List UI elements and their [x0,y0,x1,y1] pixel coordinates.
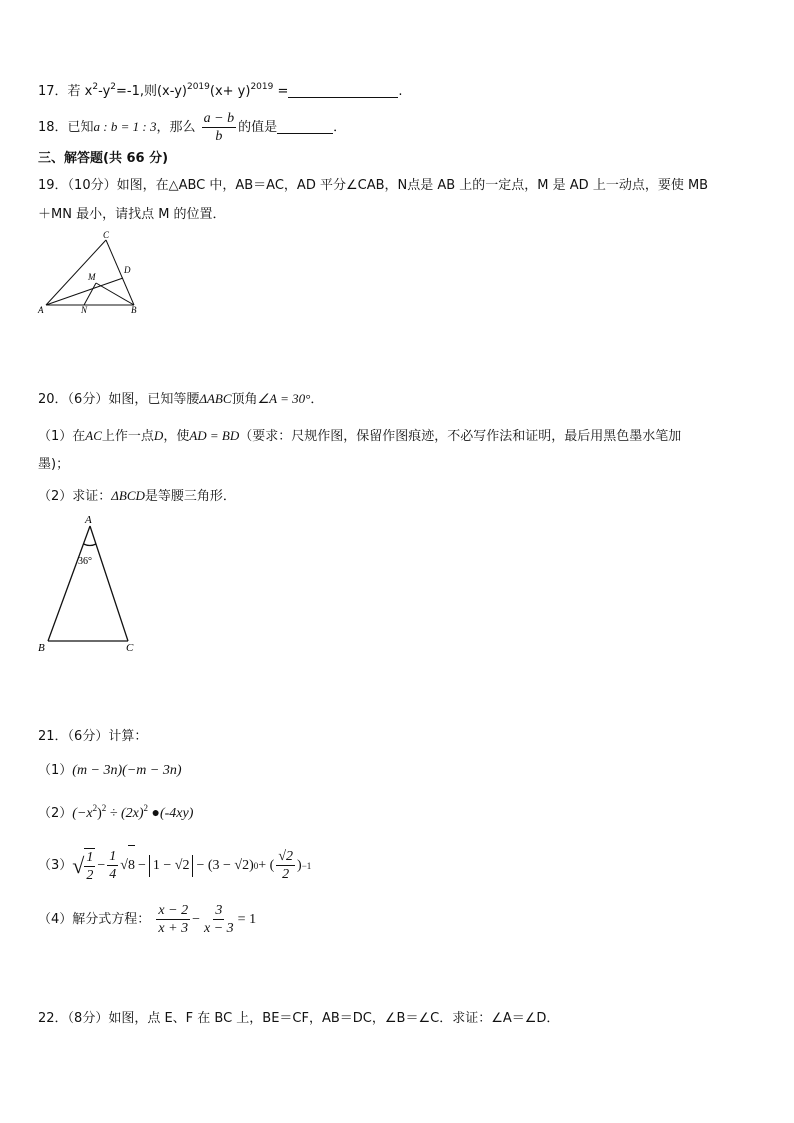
label-C: C [126,642,134,654]
question-21-part1: （1）(m − 3n)(−m − 3n) [38,763,182,778]
label-A: A [38,305,44,315]
label-N: N [81,305,88,315]
label-B: B [38,642,45,654]
question-20-part1: （1）在AC上作一点D，使AD = BD（要求：尺规作图，保留作图痕迹，不必写作法和证明，最后用黑色墨水笔加 [38,428,682,444]
label-D: D [124,265,131,275]
question-20-part2: （2）求证：ΔBCD是等腰三角形． [38,488,236,504]
question-20: 20．（6分）如图，已知等腰ΔABC顶角∠A = 30°． [38,391,324,407]
figure-isosceles-triangle-q20 [34,512,144,657]
label-M: M [88,272,96,282]
question-19-line1: 19．（10分）如图，在△ABC 中，AB＝AC，AD 平分∠CAB，N点是 AB 上的一定点，M 是 AD 上一动点，要使 MB [38,178,709,193]
question-19-line2: ＋MN 最小，请找点 M 的位置． [38,207,226,222]
question-21-part4: （4）解分式方程： $\frac{x - 2}{x + 3}$ − $\frac{3}{x - 3}$ = 1 [38,903,257,936]
fraction: $\frac{a - b}{b}$ [203,111,235,144]
label-A: A [85,514,92,526]
question-21-title: 21．（6分）计算： [38,729,148,744]
question-17: 17．若 $x^2-y^2=-1$,则$(x-y)^{2019}(x+ y)^{2019}$ = . [38,82,403,99]
question-20-part1-cont: 墨)； [38,457,70,472]
question-18: 18．已知a : b = 1 : 3，那么 $\frac{a - b}{b}$ 的值是 ． [38,111,347,144]
question-21-part3: （3） √ $\frac{1}{2}$ − $\frac{1}{4}$ √ 8 − 1 − √2 − (3 − √2) 0 + ( $\frac{√2}{2}$ ) −1 [38,845,311,886]
angle-label: 36° [78,556,92,567]
label-C: C [103,230,110,240]
label-B: B [131,305,137,315]
figure-triangle-abc-q19 [36,230,146,320]
section-title: 三、解答题(共 66 分) [38,151,169,166]
answer-blank[interactable] [288,84,398,98]
question-22: 22．（8分）如图，点 E、F 在 BC 上，BE＝CF，AB＝DC，∠B＝∠C．求证：∠A＝∠D． [38,1011,560,1026]
question-21-part2: $(2)(-x^2)^2 \div (2x)^2$ ●(-4xy) [38,803,194,821]
answer-blank[interactable] [277,120,333,134]
